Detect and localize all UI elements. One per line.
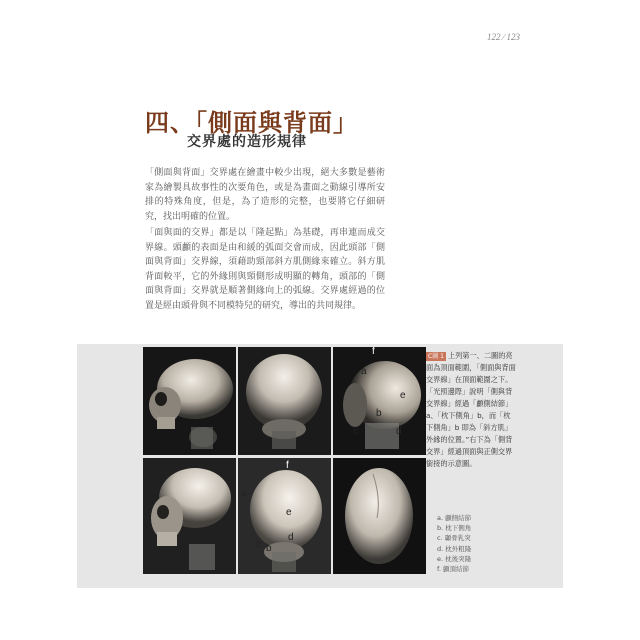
skull-photo-6 xyxy=(333,458,426,574)
skull-photo-4 xyxy=(143,458,236,574)
section-subtitle: 交界處的造形規律 xyxy=(187,134,307,150)
label-b-2: b xyxy=(266,543,272,554)
legend-item: d. 枕外粗隆 xyxy=(437,544,472,553)
label-e: e xyxy=(400,390,406,401)
label-a-2: a xyxy=(241,488,247,499)
legend-item: e. 枕後突隆 xyxy=(437,554,472,563)
skull-photo-5 xyxy=(238,458,331,574)
figure-legend xyxy=(437,513,471,574)
paragraph-1: 「側面與背面」交界處在繪畫中較少出現，絕大多數是藝術家為繪製具故事性的次要角色，或是為畫面之動線引導所安排的特殊角度，但是，為了造形的完整，也要將它仔細研究，找出明確的位置。 xyxy=(145,168,385,222)
skull-photo-1 xyxy=(143,347,236,455)
label-b: b xyxy=(376,408,382,419)
legend-item: b. 枕下側角 xyxy=(437,524,472,533)
label-d: d xyxy=(396,426,402,437)
legend-item: c. 顳骨乳突 xyxy=(437,534,471,543)
legend-item: f. 顱頂結節 xyxy=(437,565,469,574)
label-f-2: f xyxy=(286,460,289,471)
section-title: 四、「側面與背面」 xyxy=(145,108,358,137)
legend-item: a. 顱側結節 xyxy=(437,514,472,522)
paragraph-2: 「面與面的交界」都是以「隆起點」為基礎，再串連而成交界線。頭顱的表面是由和緩的弧面交會而成，因此頭部「側面與背面」交界線，須藉助頸部斜方肌側緣來確立。斜方肌背面較平，它的外緣則與頸側形成明顯的轉角，頭部的「側面與背面」交界就是順著側緣向上的弧線。交界處經過的位置是經由頭骨與不同模特兒的研究，導出的共同規律。 xyxy=(145,228,385,311)
figure-caption xyxy=(426,350,516,470)
skull-photo-2 xyxy=(238,347,331,455)
skull-photo-3 xyxy=(333,347,426,455)
label-f: f xyxy=(372,347,375,357)
page-number: 122 ∕ 123 xyxy=(486,32,520,42)
label-e-2: e xyxy=(286,507,292,518)
label-a: a xyxy=(361,366,367,377)
label-d-2: d xyxy=(288,532,294,543)
label-c: c xyxy=(353,426,358,437)
caption-text: 上列第一、二圖的亮面為頂面範圍，「側面與背面交界線」在頂面範圍之下。「光照邊際」說明「側與背交界線」經過「顱側結節」a、「枕下側角」b，而「枕下側角」b 即為「斜方肌」外緣的位置。”右下為「側背交界」經過頂面與正側交界銜接的示意圖。 xyxy=(426,351,516,468)
label-c-2: c xyxy=(256,539,261,550)
caption-tag: C圖 1 xyxy=(428,353,444,360)
